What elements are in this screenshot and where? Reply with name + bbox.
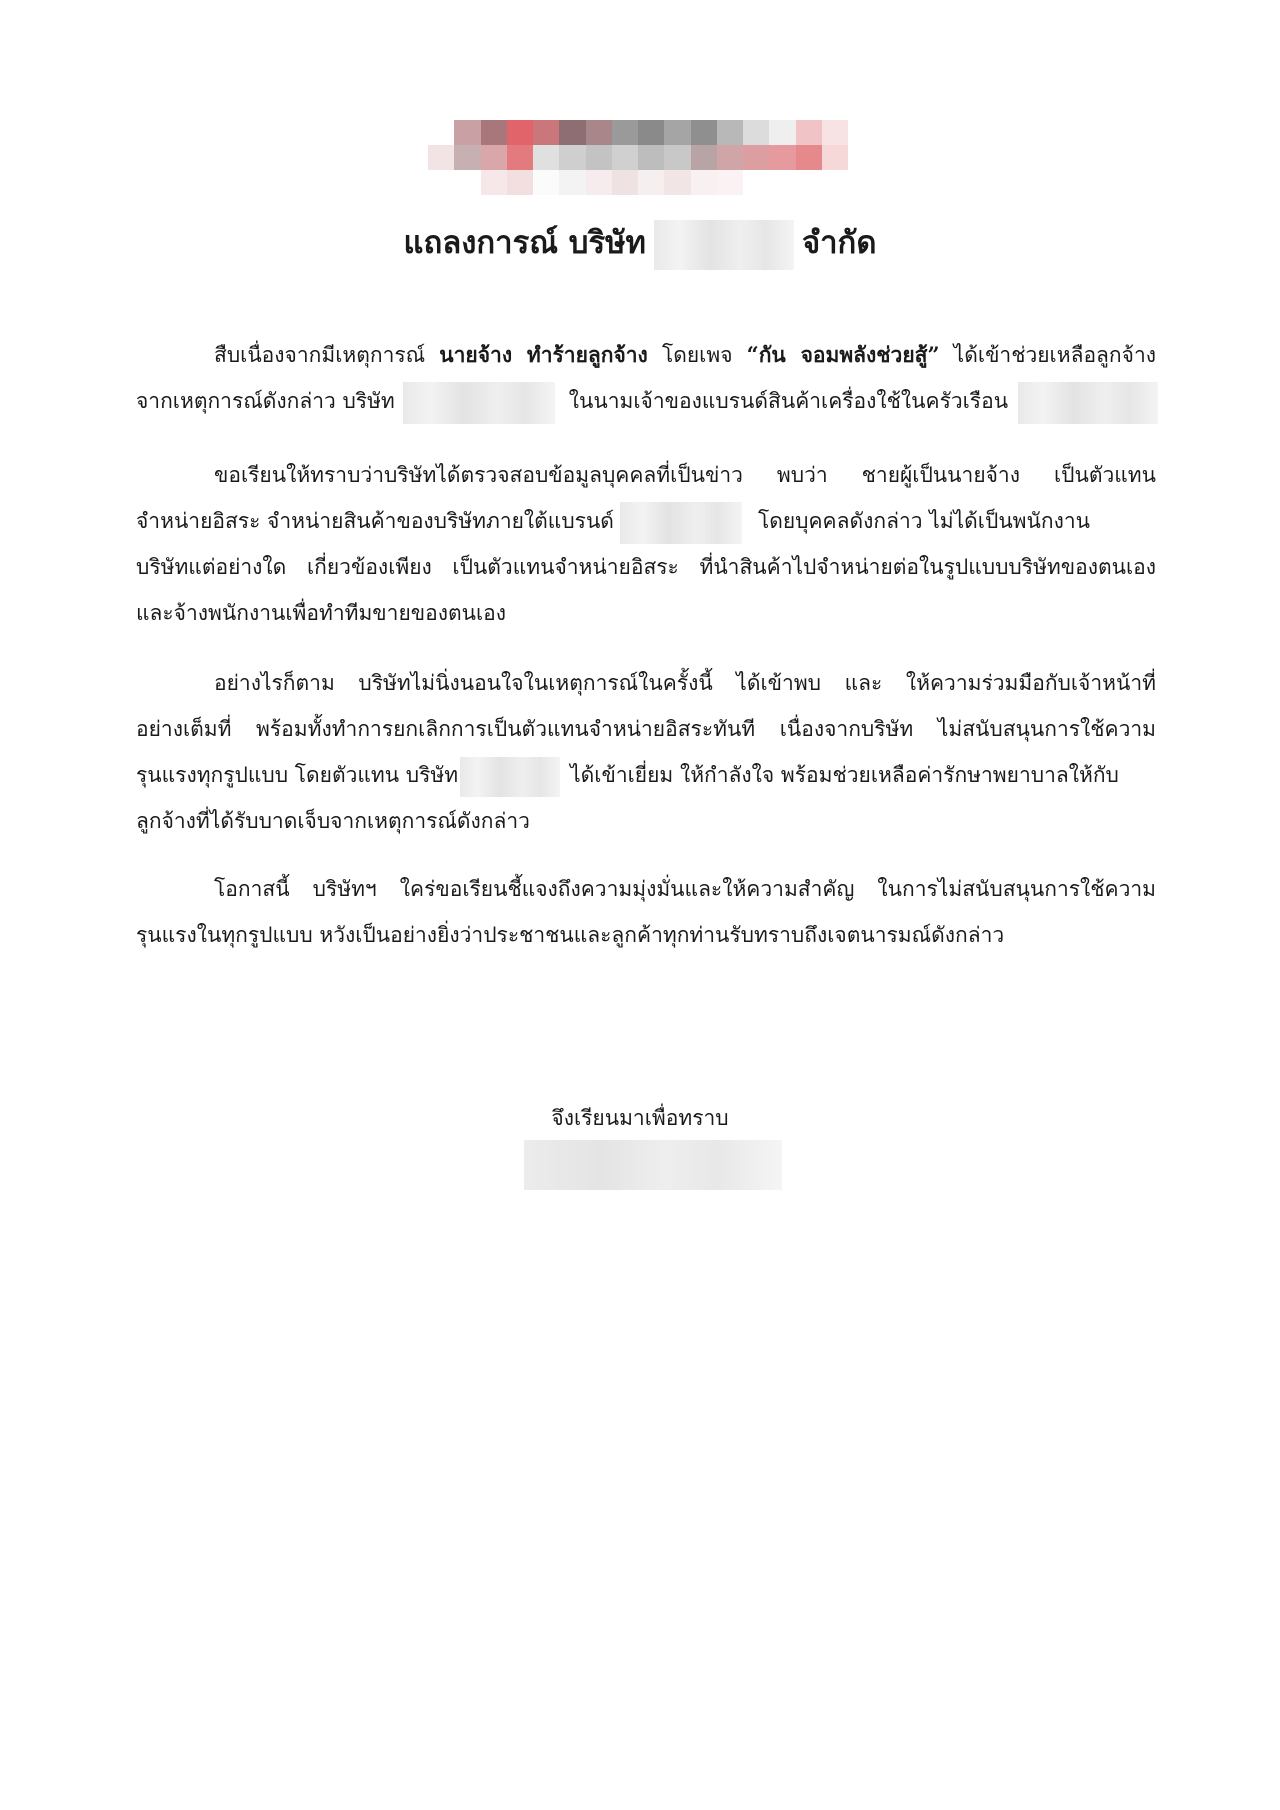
- paragraph-line: โอกาสนี้ บริษัทฯ ใคร่ขอเรียนชี้แจงถึงความมุ่งมั่นและให้ความสำคัญ ในการไม่สนับสนุนการใช้ความ: [214, 877, 1156, 901]
- paragraph-line: [136, 752, 1156, 798]
- title-prefix: แถลงการณ์ บริษัท: [403, 225, 646, 261]
- redacted-logo: [428, 120, 848, 195]
- paragraph-1: [136, 332, 1156, 424]
- title-suffix: จำกัด: [801, 225, 877, 261]
- redacted-company-name: [460, 757, 560, 797]
- paragraph-line: [136, 378, 1156, 424]
- text-span: โดยบุคคลดังกล่าว ไม่ได้เป็นพนักงาน: [757, 509, 1090, 533]
- paragraph-4: [136, 866, 1156, 958]
- paragraph-line: ขอเรียนให้ทราบว่าบริษัทได้ตรวจสอบข้อมูลบุคคลที่เป็นข่าว พบว่า ชายผู้เป็นนายจ้าง เป็นตัวแทน: [214, 463, 1156, 487]
- page-title: [0, 218, 1280, 270]
- redacted-brand-name: [1018, 382, 1158, 424]
- paragraph-line: [136, 332, 1156, 378]
- page-name-bold: “กัน จอมพลังช่วยสู้”: [746, 342, 940, 367]
- paragraph-line: บริษัทแต่อย่างใด เกี่ยวข้องเพียง เป็นตัวแทนจำหน่ายอิสระ ที่นำสินค้าไปจำหน่ายต่อในรูปแบบบริษัทของตนเอง: [136, 555, 1156, 579]
- text-span: จำหน่ายอิสระ จำหน่ายสินค้าของบริษัทภายใต้แบรนด์: [136, 509, 614, 533]
- paragraph-line: [136, 498, 1156, 544]
- closing-text: จึงเรียนมาเพื่อทราบ: [551, 1106, 729, 1130]
- bold-text: นายจ้าง ทำร้ายลูกจ้าง: [439, 342, 648, 367]
- paragraph-line: รุนแรงในทุกรูปแบบ หวังเป็นอย่างยิ่งว่าประชาชนและลูกค้าทุกท่านรับทราบถึงเจตนารมณ์ดังกล่าว: [136, 923, 1005, 947]
- text-span: จากเหตุการณ์ดังกล่าว บริษัท: [136, 389, 395, 413]
- text-span: ได้เข้าเยี่ยม ให้กำลังใจ พร้อมช่วยเหลือค่ารักษาพยาบาลให้กับ: [570, 763, 1119, 787]
- redacted-company-name: [654, 220, 794, 270]
- text-span: ในนามเจ้าของแบรนด์สินค้าเครื่องใช้ในครัวเรือน: [568, 389, 1009, 413]
- text-span: โดยเพจ: [647, 343, 747, 367]
- paragraph-2: [136, 452, 1156, 636]
- redacted-signature: [524, 1140, 782, 1190]
- paragraph-3: [136, 660, 1156, 844]
- text-span: ได้เข้าช่วยเหลือลูกจ้าง: [939, 343, 1156, 367]
- text-span: รุนแรงทุกรูปแบบ โดยตัวแทน บริษัท: [136, 763, 459, 787]
- paragraph-line: อย่างไรก็ตาม บริษัทไม่นิ่งนอนใจในเหตุการณ์ในครั้งนี้ ได้เข้าพบ และ ให้ความร่วมมือกับเจ้าหน้าที่: [214, 671, 1156, 695]
- paragraph-line: ลูกจ้างที่ได้รับบาดเจ็บจากเหตุการณ์ดังกล่าว: [136, 809, 530, 833]
- text-span: สืบเนื่องจากมีเหตุการณ์: [214, 343, 440, 367]
- paragraph-line: อย่างเต็มที่ พร้อมทั้งทำการยกเลิกการเป็นตัวแทนจำหน่ายอิสระทันที เนื่องจากบริษัท ไม่สนับสนุนการใช้ความ: [136, 717, 1156, 741]
- redacted-company-name: [403, 382, 555, 424]
- paragraph-line: และจ้างพนักงานเพื่อทำทีมขายของตนเอง: [136, 601, 507, 625]
- redacted-brand-name: [620, 502, 742, 544]
